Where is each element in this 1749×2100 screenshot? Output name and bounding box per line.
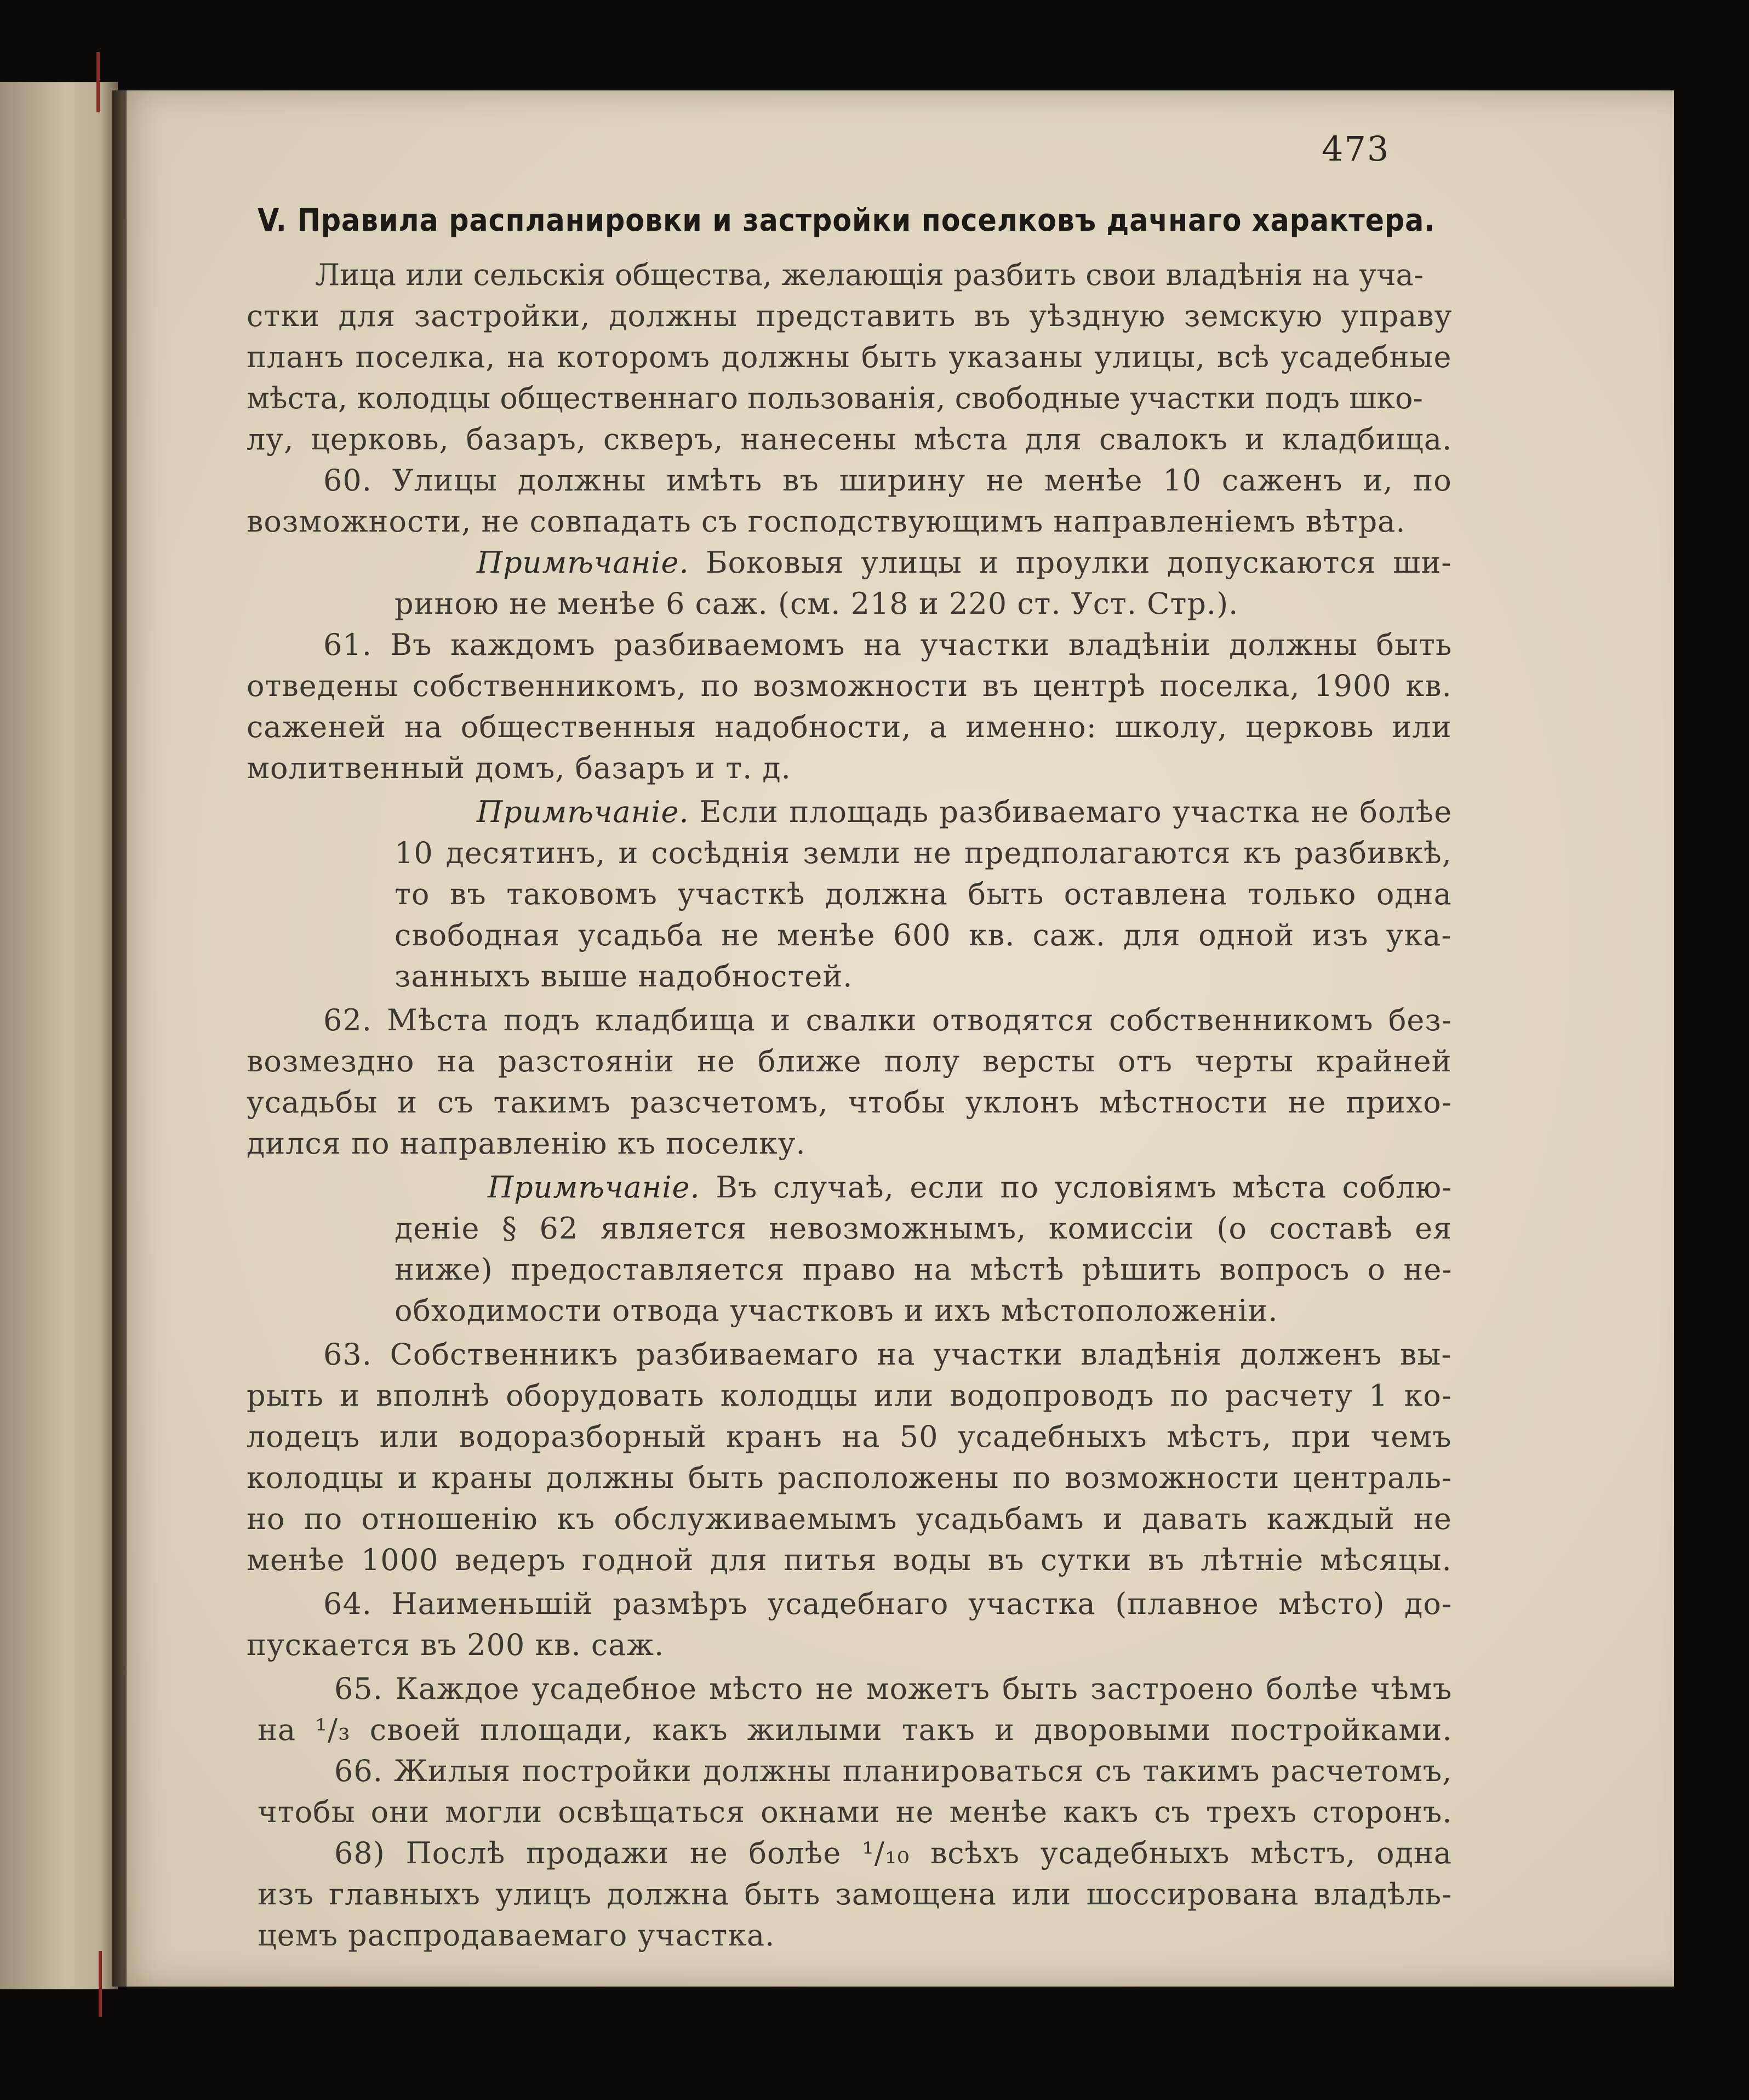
line-text: стки для застройки, должны представить въ уѣздную земскую управу — [247, 299, 1453, 333]
text-line — [395, 915, 1452, 956]
text-line — [323, 1584, 1452, 1624]
line-text: обходимости отвода участковъ и ихъ мѣстоположеніи. — [395, 1293, 1278, 1328]
text-line — [247, 1041, 1452, 1082]
binding-thread — [96, 52, 100, 112]
line-text: цемъ распродаваемаго участка. — [258, 1918, 775, 1953]
line-text: лу, церковь, базаръ, скверъ, нанесены мѣста для свалокъ и кладбища. — [247, 422, 1453, 456]
line-text: 60. Улицы должны имѣть въ ширину не менѣе 10 саженъ и, по — [323, 463, 1452, 498]
binding-thread — [99, 1951, 102, 2017]
line-text: изъ главныхъ улицъ должна быть замощена или шоссирована владѣль- — [258, 1877, 1453, 1911]
line-text: на ¹/₃ своей площади, какъ жилыми такъ и дворовыми постройками. — [258, 1713, 1453, 1747]
line-text: Если площадь разбиваемаго участка не болѣе — [689, 795, 1453, 829]
text-line — [247, 1376, 1452, 1416]
line-text: планъ поселка, на которомъ должны быть указаны улицы, всѣ усадебные — [247, 340, 1452, 374]
text-line — [334, 1669, 1452, 1709]
line-text: 61. Въ каждомъ разбиваемомъ на участки владѣніи должны быть — [323, 627, 1453, 662]
text-line — [395, 956, 853, 997]
text-line — [247, 501, 1406, 542]
line-text: Въ случаѣ, если по условіямъ мѣста соблю- — [700, 1170, 1453, 1205]
line-text: чтобы они могли освѣщаться окнами не менѣе какъ съ трехъ сторонъ. — [258, 1795, 1453, 1829]
line-text: менѣе 1000 ведеръ годной для питья воды въ сутки въ лѣтніе мѣсяцы. — [247, 1543, 1452, 1577]
text-line — [477, 792, 1452, 832]
text-line — [323, 460, 1452, 501]
line-text: лодецъ или водоразборный кранъ на 50 усадебныхъ мѣстъ, при чемъ — [247, 1419, 1452, 1454]
text-line — [323, 1000, 1452, 1041]
line-text: отведены собственникомъ, по возможности въ центрѣ поселка, 1900 кв. — [247, 669, 1452, 703]
book-spine-shadow — [112, 90, 127, 1987]
text-line — [395, 1208, 1452, 1249]
section-heading: V. Правила распланировки и застройки поселковъ дачнаго характера. — [258, 203, 1436, 238]
line-text: 10 десятинъ, и сосѣднія земли не предполагаются къ разбивкѣ, — [395, 836, 1452, 870]
text-line — [258, 1710, 1452, 1750]
text-line — [258, 1792, 1452, 1833]
line-text: 65. Каждое усадебное мѣсто не можетъ быть застроено болѣе чѣмъ — [334, 1671, 1453, 1706]
text-line — [247, 1417, 1452, 1457]
text-line — [247, 1123, 806, 1164]
text-line — [395, 833, 1452, 874]
text-line — [395, 584, 1238, 624]
text-line — [247, 707, 1452, 747]
text-line — [477, 543, 1452, 583]
note-label: Примѣчаніе. — [477, 795, 689, 829]
line-text: 64. Наименьшій размѣръ усадебнаго участка (плавное мѣсто) до- — [323, 1587, 1453, 1621]
text-line — [488, 1167, 1452, 1208]
text-line — [334, 1751, 1452, 1791]
facing-page-edge — [0, 82, 118, 1989]
text-line — [247, 337, 1451, 378]
line-text: пускается въ 200 кв. саж. — [247, 1628, 665, 1662]
text-line — [334, 1833, 1452, 1874]
line-text: Лица или сельскія общества, желающія разбить свои владѣнія на уча- — [315, 258, 1424, 292]
line-text: молитвенный домъ, базаръ и т. д. — [247, 751, 791, 785]
line-text: то въ таковомъ участкѣ должна быть оставлена только одна — [395, 877, 1452, 911]
line-text: колодцы и краны должны быть расположены по возможности централь- — [247, 1460, 1453, 1495]
text-line — [395, 1249, 1453, 1290]
line-text: дился по направленію къ поселку. — [247, 1126, 806, 1161]
line-text: рыть и вполнѣ оборудовать колодцы или водопроводъ по расчету 1 ко- — [247, 1378, 1452, 1413]
line-text: мѣста, колодцы общественнаго пользованія, свободные участки подъ шко- — [247, 381, 1423, 415]
line-text: 62. Мѣста подъ кладбища и свалки отводятся собственникомъ без- — [323, 1003, 1453, 1037]
text-line — [323, 625, 1452, 665]
note-label: Примѣчаніе. — [488, 1170, 700, 1205]
line-text: саженей на общественныя надобности, а именно: школу, церковь или — [247, 710, 1452, 744]
text-line — [247, 1082, 1452, 1123]
line-text: Боковыя улицы и проулки допускаются ши- — [689, 545, 1452, 580]
line-text: риною не менѣе 6 саж. (см. 218 и 220 ст. Уст. Стр.). — [395, 586, 1239, 621]
text-line — [395, 1291, 1278, 1331]
note-label: Примѣчаніе. — [477, 545, 689, 580]
text-line — [315, 255, 1424, 295]
line-text: возможности, не совпадать съ господствующимъ направленіемъ вѣтра. — [247, 504, 1406, 539]
line-text: ниже) предоставляется право на мѣстѣ рѣшить вопросъ о не- — [395, 1252, 1453, 1287]
text-line — [247, 296, 1452, 336]
text-line — [247, 666, 1452, 706]
line-text: деніе § 62 является невозможнымъ, комиссіи (о составѣ ея — [395, 1211, 1453, 1246]
text-line — [247, 1499, 1452, 1539]
text-line — [258, 1874, 1452, 1915]
line-text: 68) Послѣ продажи не болѣе ¹/₁₀ всѣхъ усадебныхъ мѣстъ, одна — [334, 1836, 1453, 1870]
text-line — [247, 1625, 664, 1665]
line-text: усадьбы и съ такимъ разсчетомъ, чтобы уклонъ мѣстности не прихо- — [247, 1085, 1452, 1120]
text-line — [395, 874, 1452, 915]
line-text: возмездно на разстояніи не ближе полу версты отъ черты крайней — [247, 1044, 1452, 1078]
text-line — [247, 378, 1423, 419]
line-text: свободная усадьба не менѣе 600 кв. саж. для одной изъ ука- — [395, 918, 1452, 952]
line-text: но по отношенію къ обслуживаемымъ усадьбамъ и давать каждый не — [247, 1502, 1452, 1536]
line-text: 66. Жилыя постройки должны планироваться съ такимъ расчетомъ, — [334, 1754, 1453, 1788]
text-line — [323, 1334, 1452, 1375]
line-text: 63. Собственникъ разбиваемаго на участки владѣнія долженъ вы- — [323, 1337, 1452, 1372]
page-number: 473 — [1322, 129, 1390, 169]
line-text: занныхъ выше надобностей. — [395, 959, 853, 994]
text-line — [247, 748, 791, 789]
text-line — [247, 1540, 1452, 1580]
text-line — [247, 1458, 1452, 1498]
text-line — [258, 1915, 775, 1956]
text-line — [247, 419, 1452, 460]
